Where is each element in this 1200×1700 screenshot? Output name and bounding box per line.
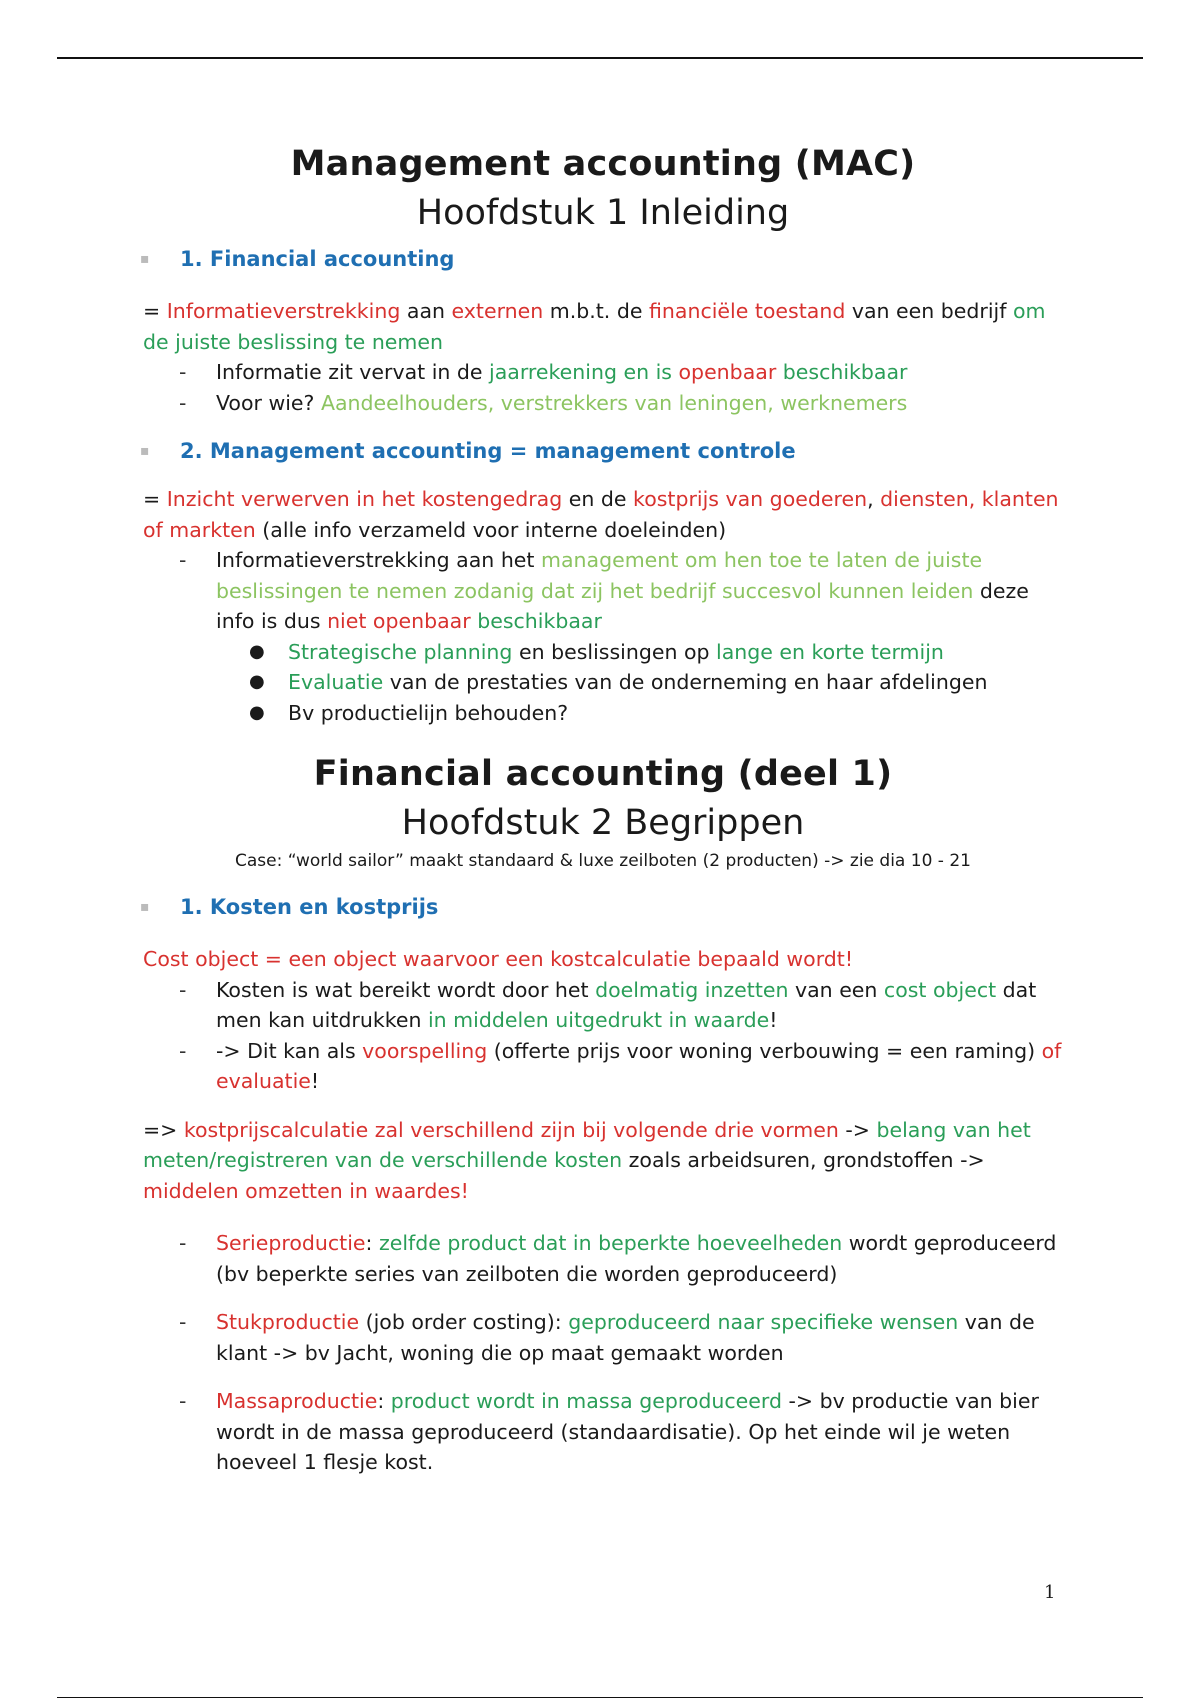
case-note: Case: “world sailor” maakt standaard & luxe zeilboten (2 producten) -> zie dia 10 - 21 xyxy=(235,851,971,871)
list-item: ● Bv productielijn behouden? xyxy=(249,700,569,725)
list-item-stukproductie: - Stukproductie (job order costing): geproduceerd naar specifieke wensen van de klant -> bv Jacht, woning die op maat gemaakt worden xyxy=(179,1310,1035,1365)
list-item: - -> Dit kan als voorspelling (offerte prijs voor woning verbouwing = een raming) of evaluatie! xyxy=(179,1038,1062,1093)
production-forms-list xyxy=(143,1228,1063,1289)
list-item: ● Strategische planning en beslissingen op lange en korte termijn xyxy=(249,639,944,664)
section-heading-text: 1. Kosten en kostprijs xyxy=(180,895,439,919)
conclusion-kostprijscalculatie: => kostprijscalculatie zal verschillend zijn bij volgende drie vormen -> belang van het meten/registreren van de verschillende kosten zoals arbeidsuren, grondstoffen -> middelen omzetten in waardes! xyxy=(143,1117,1031,1203)
list-item: - Informatie zit vervat in de jaarrekening en is openbaar beschikbaar xyxy=(179,360,908,384)
section-heading-management-accounting xyxy=(140,436,1063,466)
doc-subtitle-hoofdstuk-1: Hoofdstuk 1 Inleiding xyxy=(416,193,790,233)
kosten-list xyxy=(143,975,1063,1097)
list-item: ● Evaluatie van de prestaties van de onderneming en haar afdelingen xyxy=(249,670,988,694)
section-heading-text: 1. Financial accounting xyxy=(180,247,455,271)
definition-financial-accounting: = Informatieverstrekking aan externen m.b.t. de financiële toestand van een bedrijf om de juiste beslissing te nemen xyxy=(143,299,1046,354)
list-item: - Kosten is wat bereikt wordt door het doelmatig inzetten van een cost object dat men kan uitdrukken in middelen uitgedrukt in waarde! xyxy=(179,977,1037,1032)
page-content xyxy=(140,140,1063,1478)
list-item: - Voor wie? Aandeelhouders, verstrekkers van leningen, werknemers xyxy=(179,390,908,415)
section-heading-kosten xyxy=(140,892,1063,922)
section-bullet-icon: ▪ xyxy=(140,899,150,915)
definition-management-accounting: = Inzicht verwerven in het kostengedrag en de kostprijs van goederen, diensten, klanten of markten (alle info verzameld voor interne doeleinden) xyxy=(143,487,1059,542)
section-heading-text: 2. Management accounting = management controle xyxy=(180,439,796,463)
management-accounting-list xyxy=(143,545,1063,728)
list-item-serieproductie: - Serieproductie: zelfde product dat in beperkte hoeveelheden wordt geproduceerd (bv beperkte series van zeilboten die worden geproduceerd) xyxy=(179,1231,1057,1286)
definition-cost-object: Cost object = een object waarvoor een kostcalculatie bepaald wordt! xyxy=(143,947,854,971)
section-bullet-icon: ▪ xyxy=(140,251,150,267)
list-item: - Informatieverstrekking aan het management om hen toe te laten de juiste beslissingen te nemen zodanig dat zij het bedrijf succesvol kunnen leiden deze info is dus niet openbaar beschikbaar xyxy=(179,548,1029,633)
doc-subtitle-hoofdstuk-2: Hoofdstuk 2 Begrippen xyxy=(401,803,805,843)
list-item-massaproductie: - Massaproductie: product wordt in massa geproduceerd -> bv productie van bier wordt in de massa geproduceerd (standaardisatie). Op het einde wil je weten hoeveel 1 flesje kost. xyxy=(179,1389,1039,1474)
section-bullet-icon: ▪ xyxy=(140,443,150,459)
doc-title-financial-accounting: Financial accounting (deel 1) xyxy=(313,754,893,794)
top-rule xyxy=(57,57,1143,59)
financial-accounting-list xyxy=(143,357,1063,418)
bottom-rule xyxy=(57,1697,1143,1698)
page-number: 1 xyxy=(1044,1582,1056,1603)
doc-title-management-accounting: Management accounting (MAC) xyxy=(290,144,916,184)
section-heading-financial-accounting xyxy=(140,244,1063,274)
